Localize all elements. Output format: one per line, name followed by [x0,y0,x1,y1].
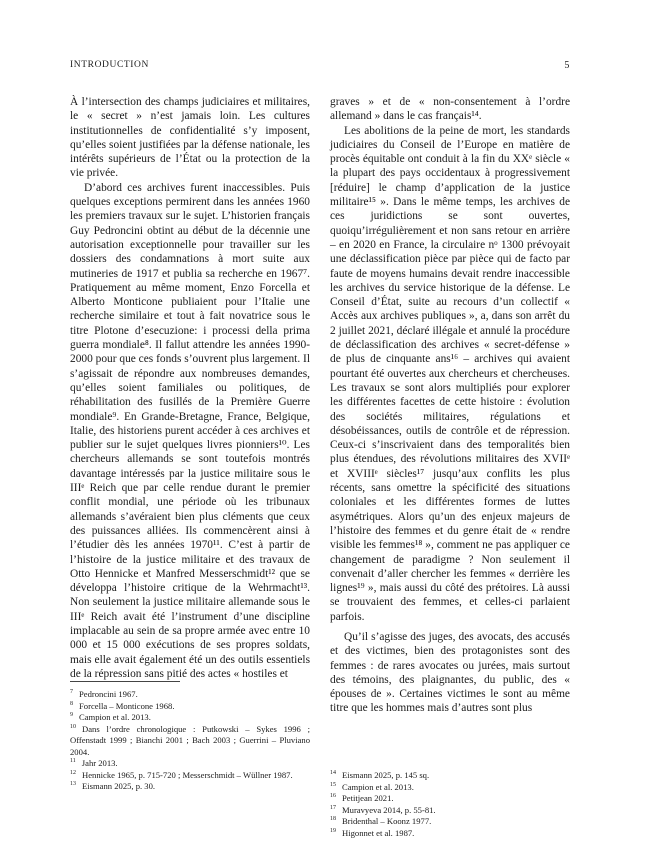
footnote: 8 Forcella – Monticone 1968. [70,700,175,711]
footnote-text: Bridenthal – Koonz 1977. [342,816,432,826]
footnote: 17 Muravyeva 2014, p. 55-81. [330,804,436,815]
footnote: 12 Hennicke 1965, p. 715-720 ; Messerschmidt – Wüllner 1987. [70,769,293,780]
footnote-text: Campion et al. 2013. [79,712,151,722]
footnote-text: Eismann 2025, p. 30. [82,781,156,791]
paragraph: graves » et de « non-consentement à l’ordre allemand » dans le cas français¹⁴. [330,96,570,123]
footnote-text: Eismann 2025, p. 145 sq. [342,770,430,780]
footnote-text: Muravyeva 2014, p. 55-81. [342,804,436,815]
paragraph: D’abord ces archives furent inaccessibles. Puis quelques exceptions permirent dans les années 1960 les premiers travaux sur le sujet. L’historien français Guy Pedroncini obtint au début de la décennie une autorisation exceptionnelle pour travailler sur les dossiers des condamnations à mort suite aux mutineries de 1917 et publia sa recherche en 1967⁷. Pratiquement au même moment, Enzo Forcella et Alberto Monticone publiaient pour l’Italie une recherche similaire et tout à fait novatrice sous le titre Plotone d’esecuzione: i processi della prima guerra mondiale⁸. Il fallut attendre les années 1990-2000 pour que ces fonds s’ouvrent plus largement. Il s’agissait de répondre aux nombreuses demandes, qu’elles soient familiales ou politiques, de réhabilitation des fusillés de la Première Guerre mondiale⁹. En Grande-Bretagne, France, Belgique, Italie, des historiens purent accéder à ces archives et publier sur le sujet quelques livres pionniers¹⁰. Les chercheurs allemands se sont toutefois montrés davantage intéressés par la justice militaire sous le IIIᵉ Reich que par celle rendue durant le premier conflit mondial, une période où les tribunaux allemands s’avéraient bien plus cléments que ceux des puissances alliées. Ils commencèrent ainsi à l’étudier dès les années 1970¹¹. C’est à partir de l’histoire de la justice militaire et des travaux de Otto Hennicke et Manfred Messerschmidt¹² que se développa l’histoire critique de la Wehrmacht¹³. Non seulement la justice militaire allemande sous le IIIᵉ Reich avait été l’instrument d’une discipline implacable au sein de sa propre armée avec entre 10 000 et 15 000 exécutions de ses propres soldats, mais elle avait également été un des outils essentiels de la répression sans pitié des actes « hostiles et [70,181,310,680]
footnote-text: Campion et al. 2013. [342,781,414,792]
footnote: 13 Eismann 2025, p. 30. [70,781,156,791]
footnote-text: Jahr 2013. [81,758,118,768]
footnote-text: Pedroncini 1967. [79,689,138,699]
paragraph: Qu’il s’agisse des juges, des avocats, des accusés et des victimes, bien des protagonistes sont des femmes : de rares avocates ou jurées, mais surtout des témoins, des plaignantes, du public, des « épouses de ». Certaines victimes le sont au même titre que les hommes mais d’autres sont plus [330,630,570,715]
footnote-text: Petitjean 2021. [342,793,394,803]
footnote-text: Higonnet et al. 1987. [342,827,415,838]
footnote: 18 Bridenthal – Koonz 1977. [330,816,432,826]
running-title: INTRODUCTION [70,60,149,70]
footnote: 16 Petitjean 2021. [330,793,394,803]
footnote-text: Hennicke 1965, p. 715-720 ; Messerschmidt – Wüllner 1987. [82,769,293,780]
footnote-rule [70,681,180,682]
footnotes-left [70,689,310,793]
footnote-text: Dans l’ordre chronologique : Putkowski – Sykes 1996 ; Offenstadt 1999 ; Bianchi 2001 ; Bach 2003 ; Guerrini – Pluviano 2004. [70,723,310,757]
footnote: 10 Dans l’ordre chronologique : Putkowski – Sykes 1996 ; Offenstadt 1999 ; Bianchi 2001 ; Bach 2003 ; Guerrini – Pluviano 2004. [70,723,310,757]
footnote: 15 Campion et al. 2013. [330,781,414,792]
running-header [70,60,570,74]
footnote: 9 Campion et al. 2013. [70,712,151,722]
footnote: 11 Jahr 2013. [70,758,118,768]
footnote: 7 Pedroncini 1967. [70,689,138,699]
footnote: 14 Eismann 2025, p. 145 sq. [330,770,430,780]
footnote: 19 Higonnet et al. 1987. [330,827,415,838]
left-text-column [70,95,310,681]
paragraph: À l’intersection des champs judiciaires et militaires, le « secret » n’est jamais loin. Les cultures institutionnelles de confidentialité s’y imposent, qu’elles soient justifiées par la défense nationale, les intérêts supérieurs de l’État ou la protection de la vie privée. [70,96,310,180]
page-number: 5 [564,60,570,71]
paragraph: Les abolitions de la peine de mort, les standards judiciaires du Conseil de l’Europe en matière de procès équitable ont conduit à la fin du XXᵉ siècle « la plupart des pays occidentaux à progressivement [réduire] le champ d’application de la justice militaire¹⁵ ». Dans le même temps, les archives de ces juridictions se sont ouvertes, quoiqu’irrégulièrement et non sans retour en arrière – en 2020 en France, la circulaire nᵒ 1300 prévoyait une déclassification pièce par pièce qui de facto par faute de moyens humains devait rendre inaccessible les archives du service historique de la défense. Le Conseil d’État, suite au recours d’un collectif « Accès aux archives publiques », a, dans son arrêt du 2 juillet 2021, déclaré illégale et annulé la procédure de déclassification des archives « secret-défense » de plus de cinquante ans¹⁶ – archives qui avaient pourtant été ouvertes aux chercheurs et chercheuses. Les travaux se sont alors multipliés pour explorer les différentes facettes de cette histoire : évolution des sociétés militaires, régulations et désobéissances, outils de contrôle et de répression. Ceux-ci s’inscrivaient dans des temporalités bien plus étendues, des révolutions militaires des XVIIᵉ et XVIIIᵉ siècles¹⁷ jusqu’aux conflits les plus récents, sans omettre la spécificité des situations coloniales et les différentes formes de luttes asymétriques. Alors qu’un des enjeux majeurs de l’histoire des femmes et du genre était de « rendre visible les femmes¹⁸ », comment ne pas appliquer ce changement de paradigme ? Non seulement il convenait d’aller chercher les femmes « derrière les lignes¹⁹ », mais aussi du côté des prétoires. Là aussi se trouvaient des femmes, et celles-ci parlaient parfois. [330,124,570,623]
footnotes-right [330,770,570,839]
footnote-text: Forcella – Monticone 1968. [79,700,175,711]
right-text-column [330,95,570,716]
